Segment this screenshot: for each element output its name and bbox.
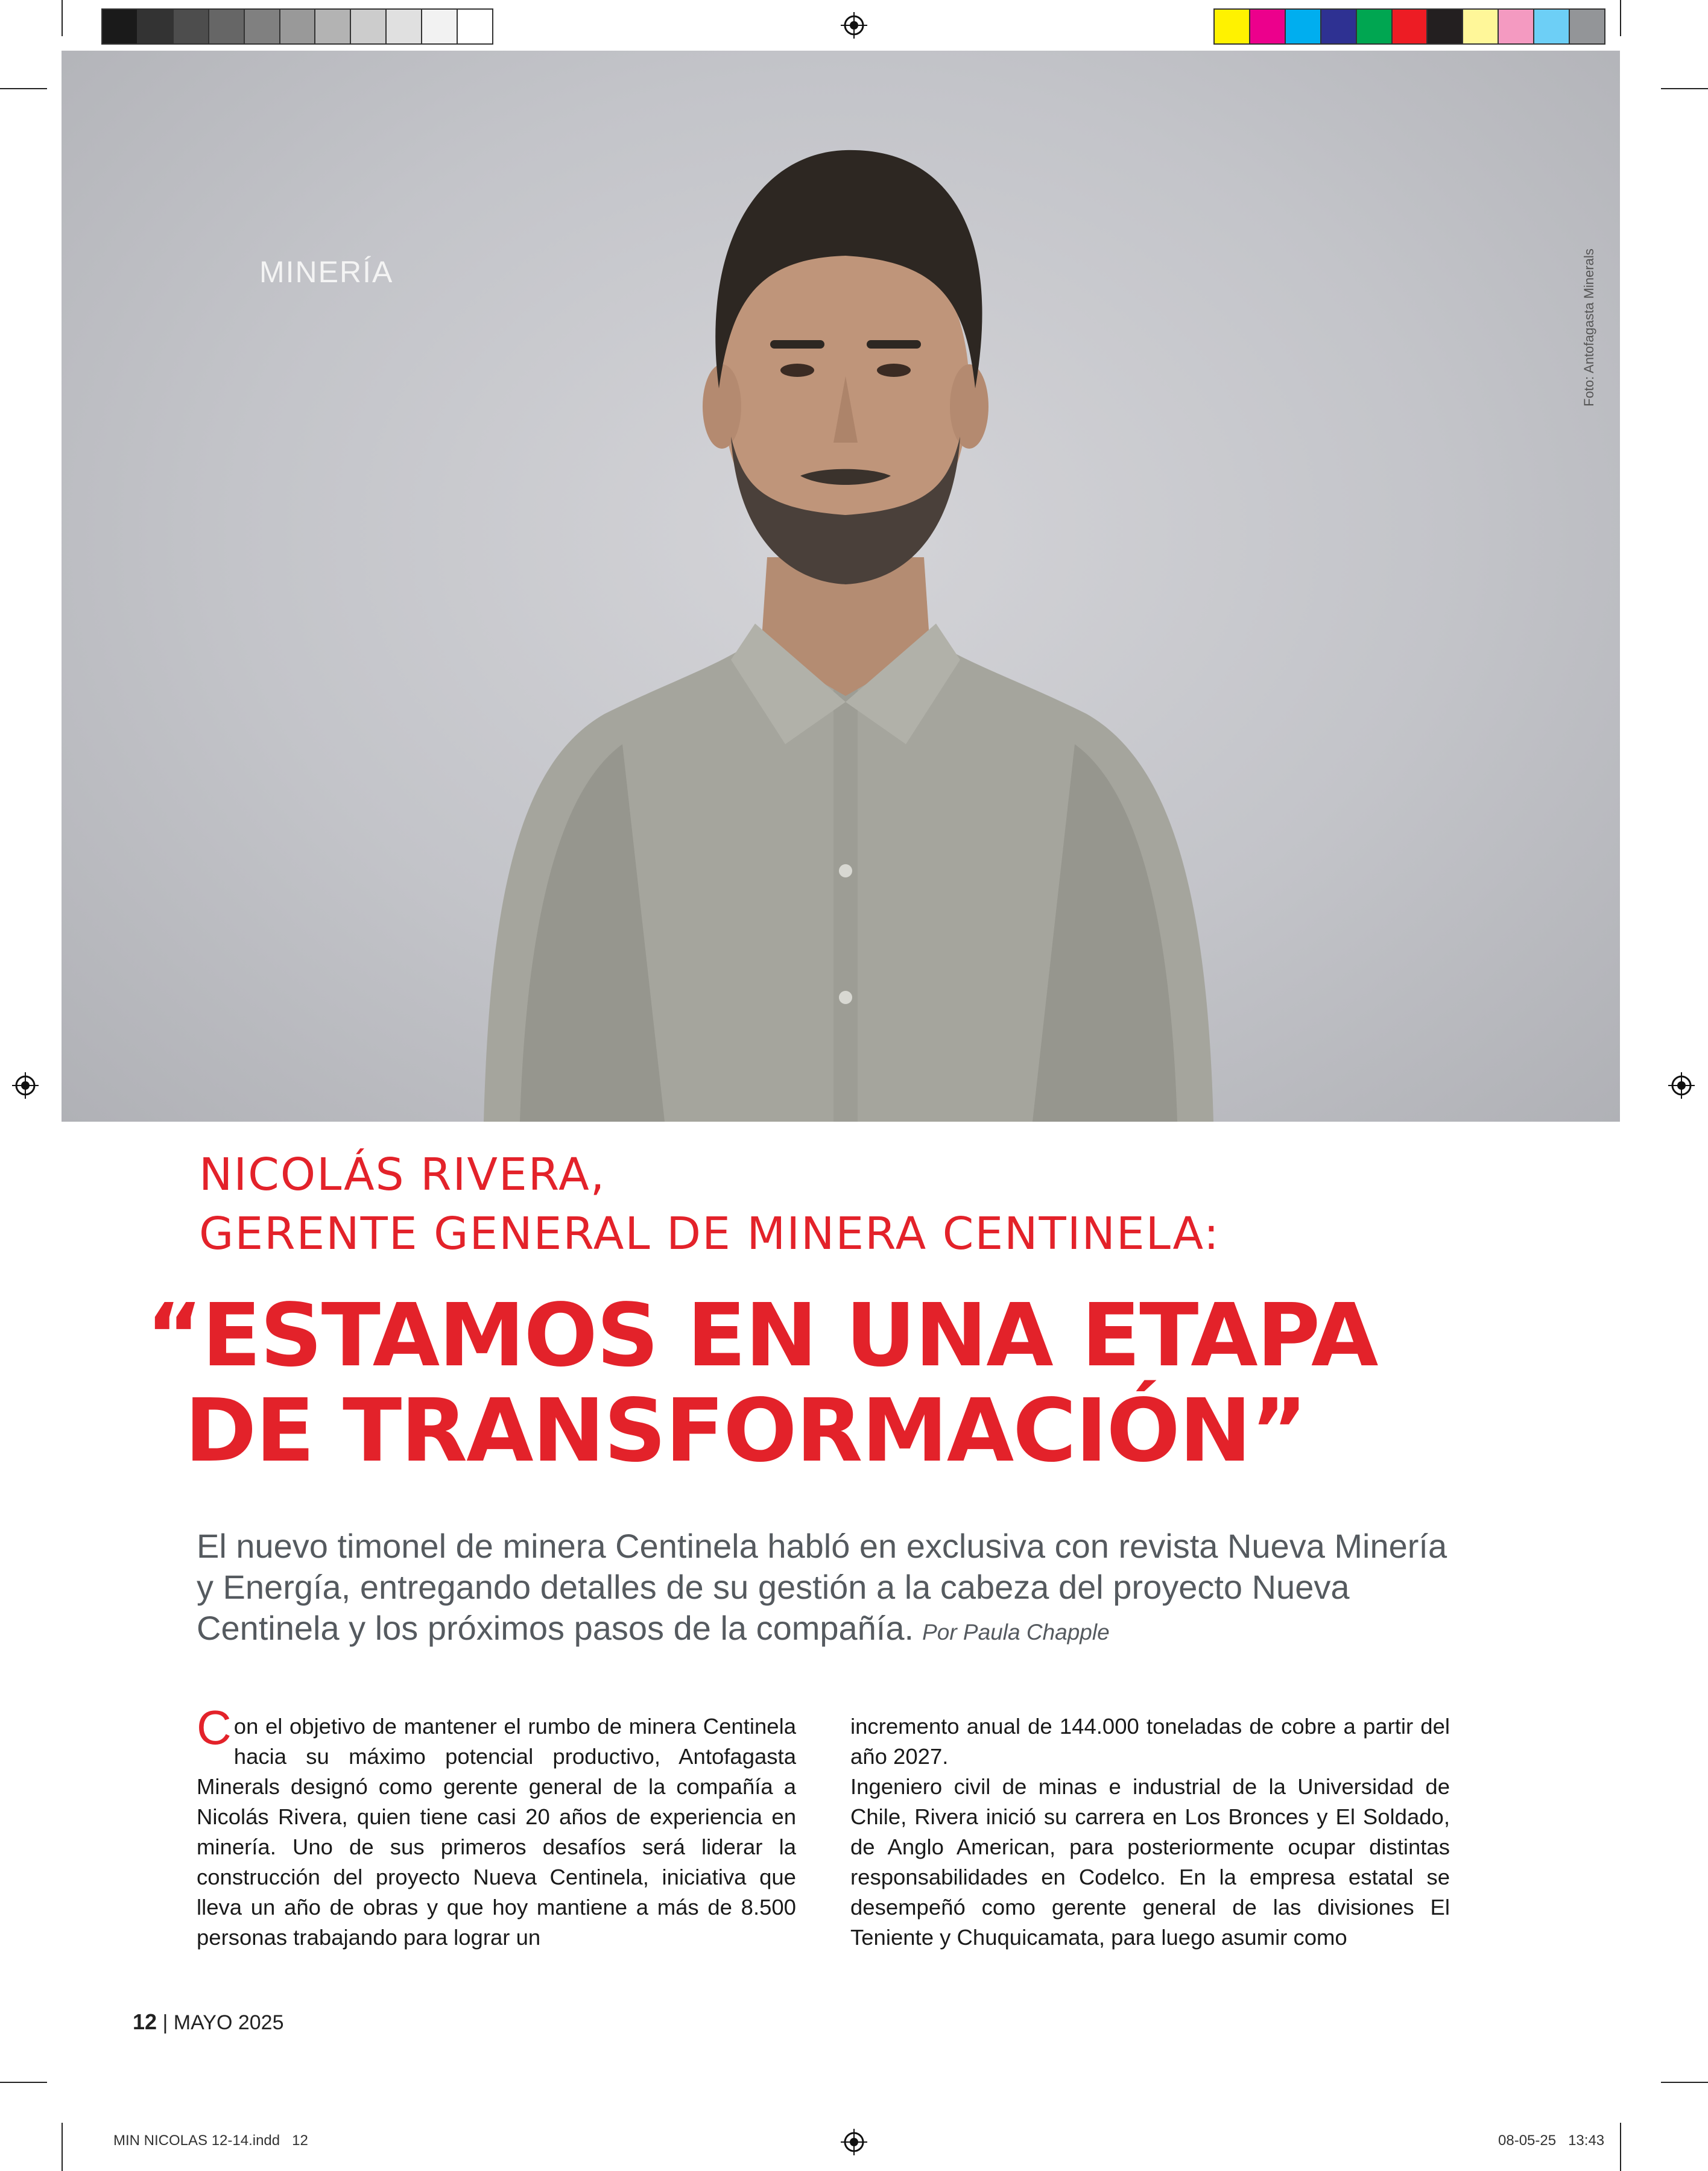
page-number: 12 — [133, 2009, 157, 2034]
headline-line-1: “ESTAMOS EN UNA ETAPA — [146, 1285, 1377, 1386]
slug-timestamp: 08-05-25 13:43 — [1498, 2132, 1605, 2149]
gray-swatch — [458, 10, 492, 43]
color-swatch — [1428, 10, 1463, 43]
headline-line-2: DE TRANSFORMACIÓN” — [185, 1380, 1307, 1481]
body-paragraph: Ingeniero civil de minas e industrial de la Universidad de Chile, Rivera inició su carrera en Los Bronces y El Soldado, de Anglo American, para posteriormente ocupar distintas responsabilidades en Codelco. En la empresa estatal se desempeñó como gerente general de las divisiones El Teniente y Chuquicamata, para luego asumir como — [850, 1774, 1450, 1950]
lead-text: El nuevo timonel de minera Centinela habló en exclusiva con revista Nueva Minería y Energía, entregando detalles de su gestión a la cabeza del proyecto Nueva Centinela y los próximos pasos de la compañía. — [197, 1527, 1447, 1647]
color-swatch — [1215, 10, 1250, 43]
gray-swatch — [245, 10, 280, 43]
registration-mark-icon — [840, 11, 868, 40]
gray-swatch — [209, 10, 245, 43]
gray-swatch — [422, 10, 458, 43]
lead-paragraph — [197, 1526, 1457, 1653]
color-swatch — [1570, 10, 1604, 43]
kicker-line-2: GERENTE GENERAL DE MINERA CENTINELA: — [199, 1208, 1220, 1260]
color-swatch — [1463, 10, 1499, 43]
portrait-illustration — [62, 51, 1620, 1122]
registration-mark-icon — [1667, 1071, 1696, 1100]
gray-swatch — [138, 10, 174, 43]
color-swatch — [1534, 10, 1570, 43]
gray-swatch — [315, 10, 351, 43]
registration-mark-icon — [11, 1071, 40, 1100]
crop-mark — [1620, 2123, 1621, 2171]
gray-swatch — [351, 10, 387, 43]
photo-credit: Foto: Antofagasta Minerals — [1581, 248, 1596, 406]
kicker-line-1: NICOLÁS RIVERA, — [199, 1149, 606, 1201]
crop-mark — [62, 0, 63, 36]
crop-mark — [1661, 88, 1708, 89]
byline: Por Paula Chapple — [922, 1620, 1110, 1645]
hero-photo — [62, 51, 1620, 1122]
color-swatch — [1286, 10, 1321, 43]
gray-swatch — [103, 10, 138, 43]
slug-filename: MIN NICOLAS 12-14.indd 12 — [113, 2132, 308, 2149]
folio-separator: | — [162, 2011, 168, 2034]
crop-mark — [1620, 0, 1621, 36]
grayscale-calibration-bar — [101, 8, 493, 45]
issue-date: MAYO 2025 — [173, 2011, 284, 2034]
color-swatch — [1499, 10, 1534, 43]
color-swatch — [1357, 10, 1393, 43]
body-paragraph: incremento anual de 144.000 toneladas de cobre a partir del año 2027. — [850, 1714, 1450, 1769]
crop-mark — [0, 88, 47, 89]
gray-swatch — [387, 10, 422, 43]
drop-cap: C — [197, 1701, 232, 1754]
color-calibration-bar — [1213, 8, 1605, 45]
color-swatch — [1250, 10, 1286, 43]
body-column-2 — [850, 1711, 1450, 1953]
body-column-1 — [197, 1701, 796, 1953]
crop-mark — [62, 2123, 63, 2171]
registration-mark-icon — [840, 2128, 868, 2157]
body-paragraph — [197, 1701, 796, 1953]
page-folio — [133, 2009, 283, 2035]
gray-swatch — [174, 10, 209, 43]
crop-mark — [1661, 2082, 1708, 2083]
section-label: MINERÍA — [259, 255, 394, 289]
color-swatch — [1321, 10, 1357, 43]
body-text: on el objetivo de mantener el rumbo de minera Centinela hacia su máximo potencial productivo, Antofagasta Minerals designó como gerente general de la compañía a Nicolás Rivera, quien tiene casi 20 años de experiencia en minería. Uno de sus primeros desafíos será liderar la construcción del proyecto Nueva Centinela, iniciativa que lleva un año de obras y que hoy mantiene a más de 8.500 personas trabajando para lograr un — [197, 1714, 796, 1950]
gray-swatch — [280, 10, 316, 43]
color-swatch — [1393, 10, 1428, 43]
crop-mark — [0, 2082, 47, 2083]
